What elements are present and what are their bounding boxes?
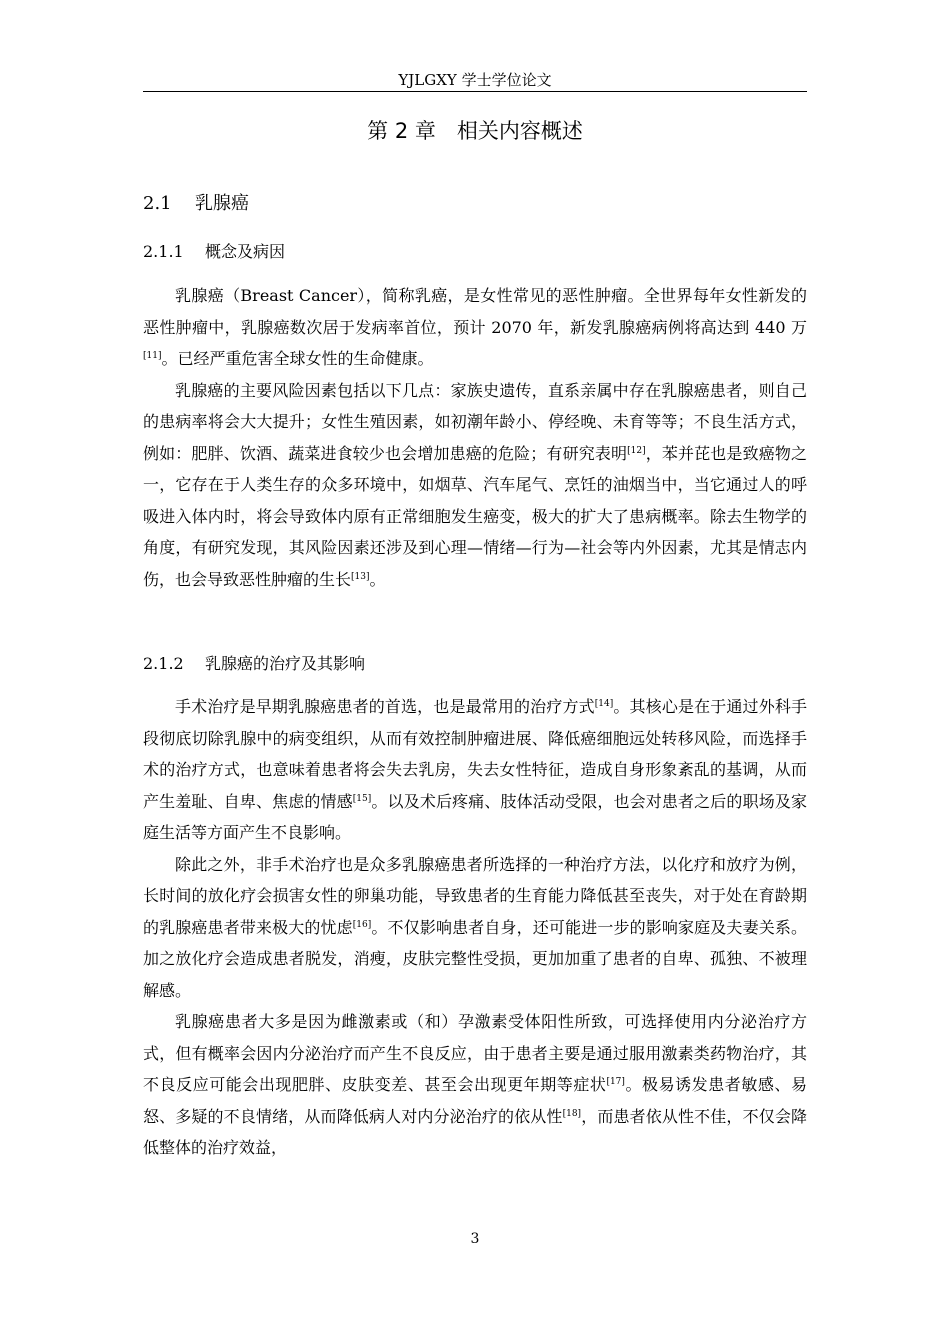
paragraph	[143, 280, 807, 375]
paragraph-text: 。以及术后疼痛、肢体活动受限，也会对患者之后的职场及家庭生活等方面产生不良影响。	[143, 791, 807, 842]
subsection-heading-2	[143, 652, 365, 676]
chapter-title	[143, 116, 807, 146]
paragraph-text: ，苯并芘也是致癌物之一，它存在于人类生存的众多环境中，如烟草、汽车尾气、烹饪的油烟当中，当它通过人的呼吸进入体内时，将会导致体内原有正常细胞发生癌变，极大的扩大了患病概率。除去生物学的角度，有研究发现，其风险因素还涉及到心理—情绪—行为—社会等内外因素，尤其是情志内伤，也会导致恶性肿瘤的生长	[143, 443, 807, 589]
paragraph-text: 。不仅影响患者自身，还可能进一步的影响家庭及夫妻关系。加之放化疗会造成患者脱发，消瘦，皮肤完整性受损，更加加重了患者的自卑、孤独、不被理解感。	[143, 917, 807, 1000]
citation: [13]	[351, 571, 370, 582]
paragraph-text: 。其核心是在于通过外科手段彻底切除乳腺中的病变组织，从而有效控制肿瘤进展、降低癌细胞远处转移风险，而选择手术的治疗方式，也意味着患者将会失去乳房，失去女性特征，造成自身形象紊乱的基调，从而产生羞耻、自卑、焦虑的情感	[143, 697, 807, 811]
paragraph-text: 。极易诱发患者敏感、易怒、多疑的不良情绪，从而降低病人对内分泌治疗的依从性	[143, 1075, 807, 1126]
paragraph-text: 除此之外，非手术治疗也是众多乳腺癌患者所选择的一种治疗方法，以化疗和放疗为例，长时间的放化疗会损害女性的卵巢功能，导致患者的生育能力降低甚至丧失，对于处在育龄期的乳腺癌患者带来极大的忧虑	[143, 854, 807, 937]
citation: [12]	[627, 445, 646, 456]
citation: [16]	[352, 919, 372, 930]
paragraph	[143, 849, 807, 1007]
paragraph-text: 乳腺癌患者大多是因为雌激素或（和）孕激素受体阳性所致，可选择使用内分泌治疗方式，但有概率会因内分泌治疗而产生不良反应，由于患者主要是通过服用激素类药物治疗，其不良反应可能会出现肥胖、皮肤变差、甚至会出现更年期等症状	[143, 1012, 807, 1094]
subsection-body-2	[143, 691, 807, 1164]
paragraph-text: 乳腺癌（Breast Cancer），简称乳癌，是女性常见的恶性肿瘤。全世界每年女性新发的恶性肿瘤中，乳腺癌数次居于发病率首位，预计 2070 年，新发乳腺癌病例将高达到 440 万	[143, 286, 807, 337]
section-number: 2.1	[143, 193, 172, 214]
paragraph-text: ，而患者依从性不佳，不仅会降低整体的治疗效益，	[143, 1106, 807, 1157]
citation: [18]	[562, 1108, 582, 1119]
paragraph	[143, 691, 807, 849]
citation: [17]	[606, 1077, 625, 1087]
section-title: 乳腺癌	[195, 193, 249, 214]
citation: [14]	[594, 699, 614, 709]
subsection-number-2: 2.1.2	[143, 654, 184, 673]
chapter-title-text: 第 2 章 相关内容概述	[367, 119, 583, 143]
citation: [15]	[352, 793, 372, 804]
subsection-title-2: 乳腺癌的治疗及其影响	[205, 654, 366, 673]
header-rule	[143, 91, 807, 92]
paragraph-text: 手术治疗是早期乳腺癌患者的首选，也是最常用的治疗方式	[175, 697, 595, 716]
paragraph-text: 。	[369, 569, 386, 589]
citation: [11]	[143, 351, 162, 361]
paragraph-text: 。已经严重危害全球女性的生命健康。	[161, 349, 434, 368]
subsection-number-1: 2.1.1	[143, 242, 184, 261]
running-header	[143, 70, 807, 90]
page-number	[143, 1229, 807, 1249]
subsection-body-1	[143, 280, 807, 595]
paragraph	[143, 375, 807, 596]
page-number-text: 3	[470, 1231, 480, 1247]
subsection-heading-1	[143, 240, 285, 264]
paragraph-text: 乳腺癌的主要风险因素包括以下几点：家族史遗传，直系亲属中存在乳腺癌患者，则自己的患病率将会大大提升；女性生殖因素，如初潮年龄小、停经晚、未育等等；不良生活方式，例如：肥胖、饮酒、蔬菜进食较少也会增加患癌的危险；有研究表明	[143, 380, 807, 463]
paragraph	[143, 1006, 807, 1164]
section-heading	[143, 190, 249, 218]
subsection-title-1: 概念及病因	[205, 242, 286, 261]
running-header-title: YJLGXY 学士学位论文	[398, 71, 552, 89]
